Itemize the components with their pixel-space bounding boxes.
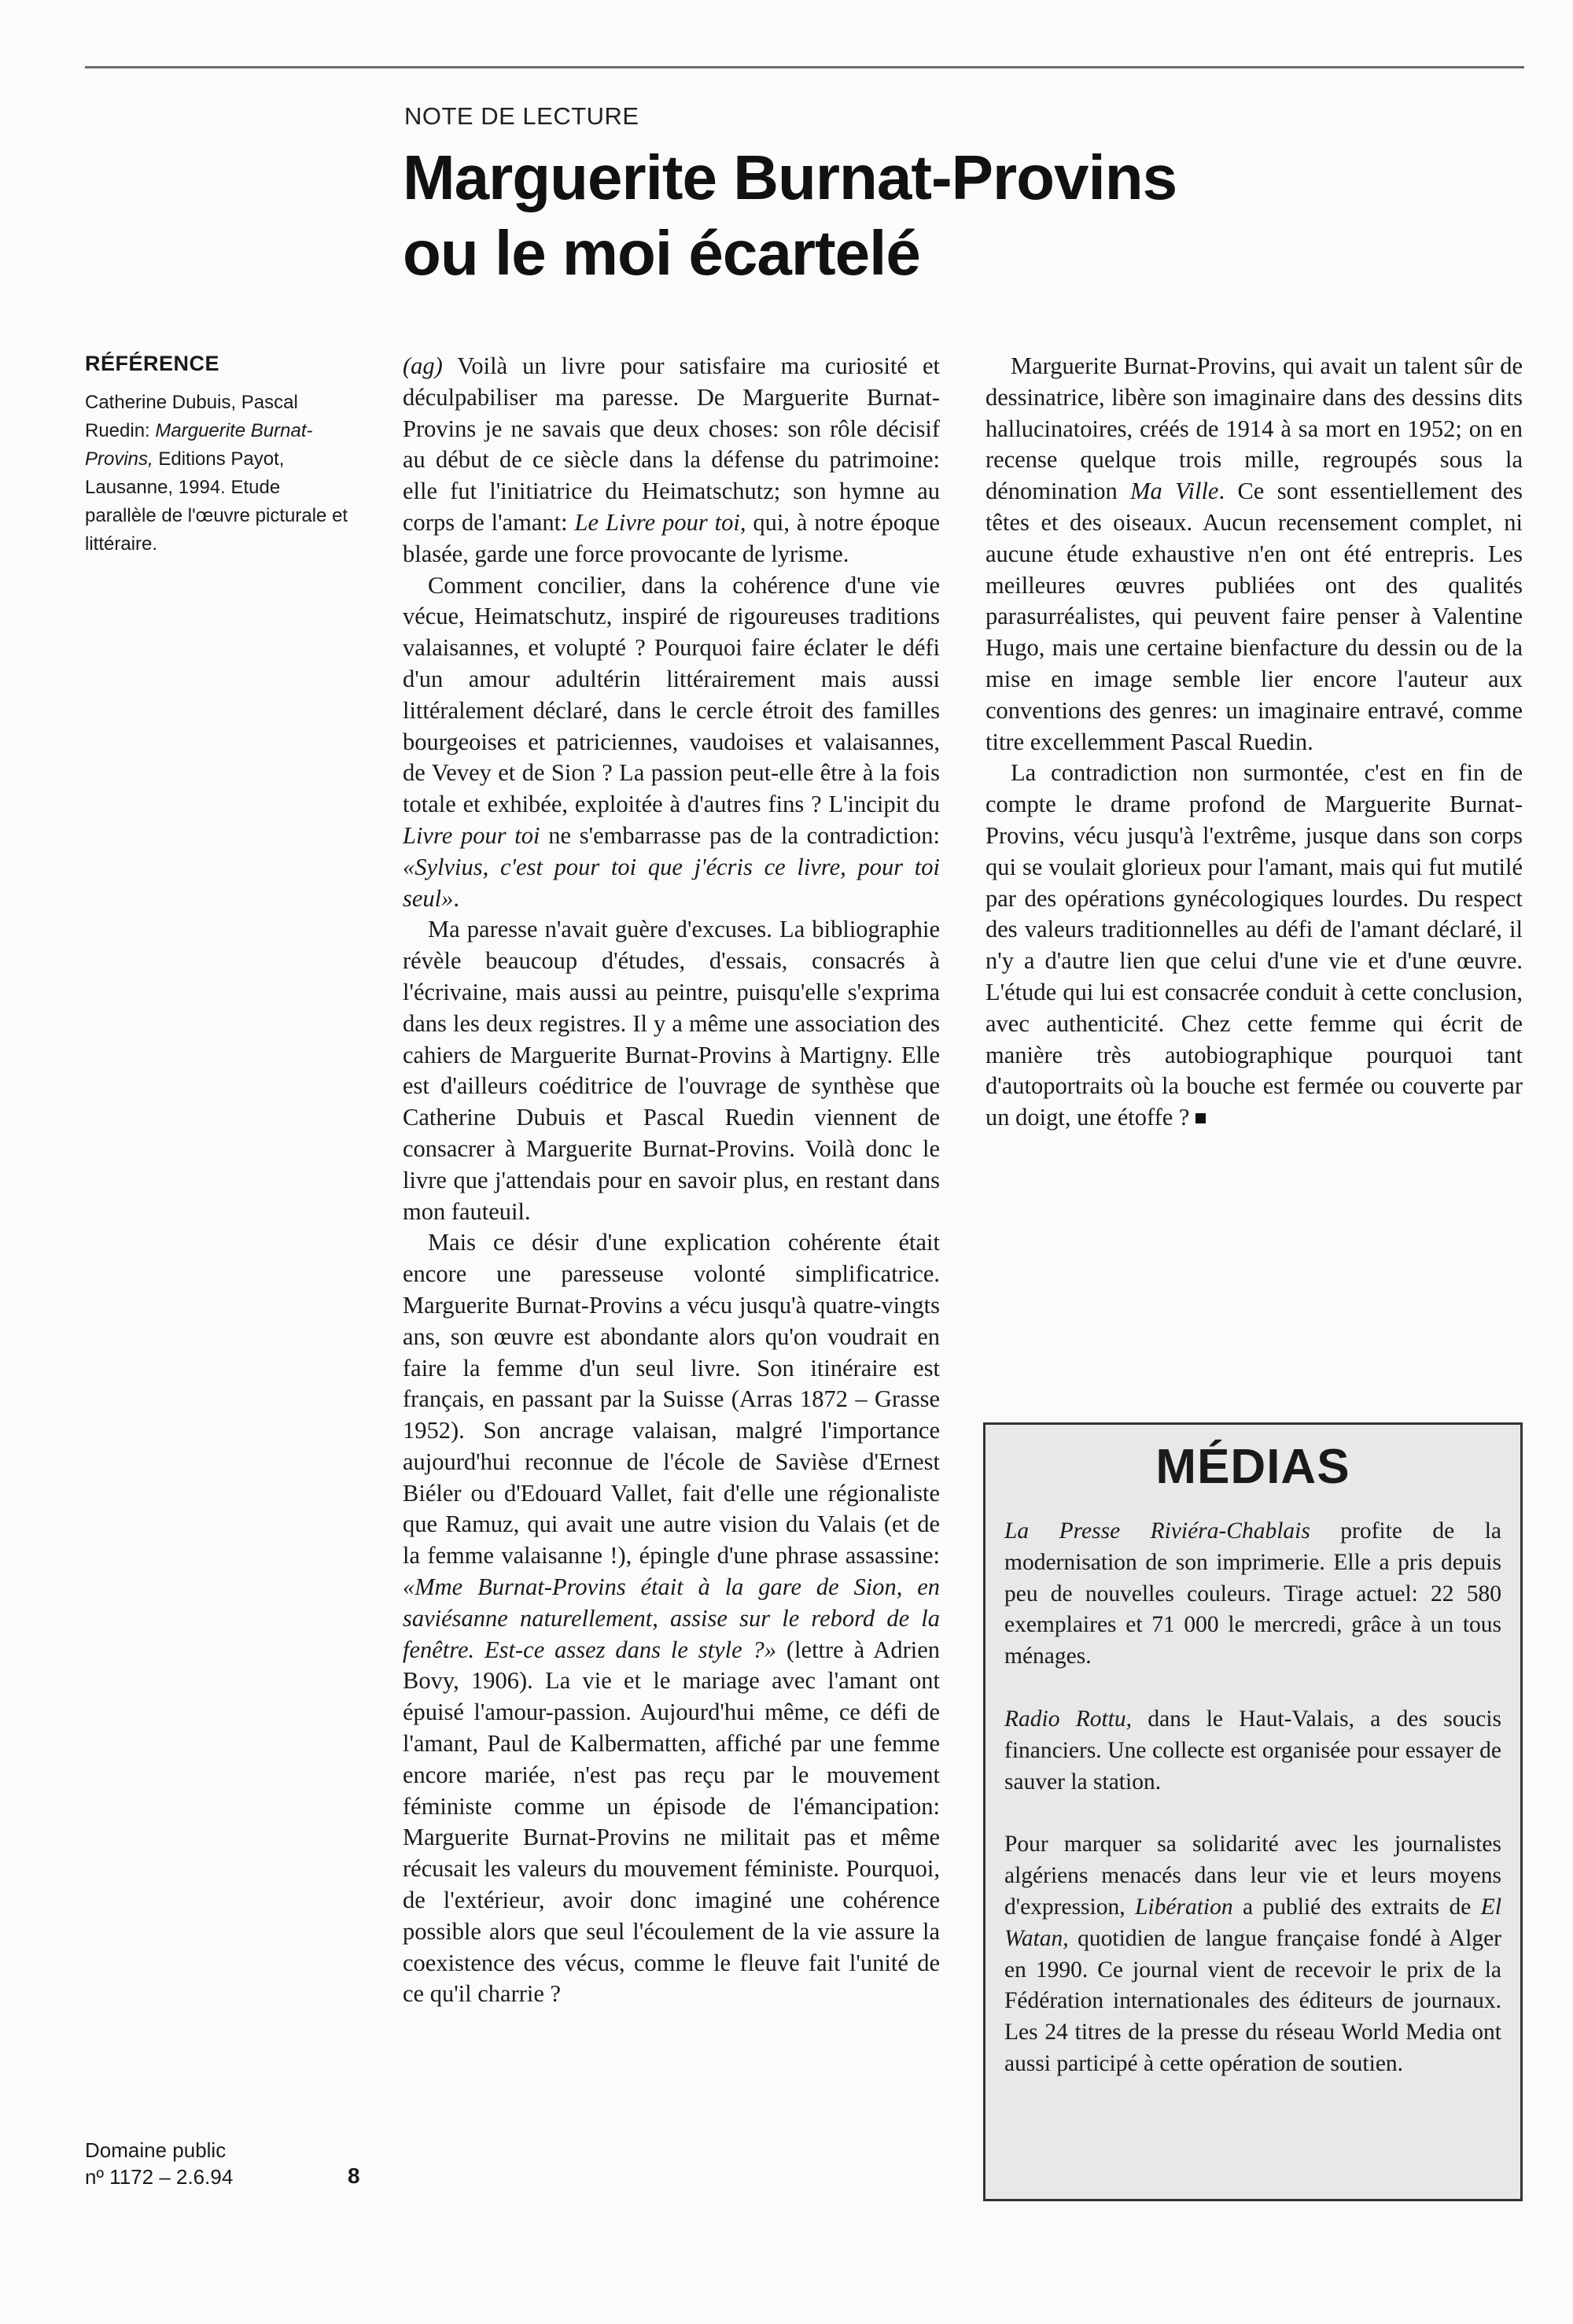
title-line-1: Marguerite Burnat-Provins xyxy=(403,142,1177,212)
quote: «Mme Burnat-Provins était à la gare de Sion, en saviésanne naturellement, assise sur le rebord de la fenêtre. Est-ce assez dans le style ?» xyxy=(403,1573,940,1663)
publication-name: Domaine public xyxy=(85,2138,227,2162)
media-name: Libération xyxy=(1135,1894,1233,1920)
paragraph-2-text-a: Comment concilier, dans la cohérence d'une vie vécue, Heimatschutz, inspiré de rigoureuses traditions valaisannes, et volupté ? Pourquoi faire éclater le défi d'un amour adultérin littérairement mais aussi littéralement déclaré, dans le cercle étroit des familles bourgeoises et patriciennes, vaudoises et valaisannes, de Vevey et de Sion ? La passion peut-elle être à la fois totale et exhibée, exploitée à d'autres fins ? L'incipit du xyxy=(403,571,940,818)
medias-box xyxy=(983,1422,1523,2201)
paragraph-5-text-a: Marguerite Burnat-Provins, qui avait un talent sûr de dessinatrice, libère son imaginaire dans des dessins dits hallucinatoires, créés de 1914 à sa mort en 1952; on en recense quelque trois mille, regroupés sous la dénomination xyxy=(985,352,1523,505)
paragraph-2-text-b: ne s'embarrasse pas de la contradiction: xyxy=(540,821,940,849)
article-column-1 xyxy=(403,351,940,2010)
title-line-2: ou le moi écartelé xyxy=(403,218,920,288)
paragraph-4 xyxy=(403,1227,940,2010)
medias-item xyxy=(1004,1704,1501,1798)
paragraph-4-text-a: Mais ce désir d'une explication cohérente était encore une paresseuse volonté simplificatrice. Marguerite Burnat-Provins a vécu jusqu'à quatre-vingts ans, son œuvre est abondante alors qu'on voudrait en faire la femme d'un seul livre. Son itinéraire est français, en passant par la Suisse (Arras 1872 – Grasse 1952). Son ancrage valaisan, malgré l'importance aujourd'hui reconnue de l'école de Savièse d'Ernest Biéler ou d'Edouard Vallet, fait d'elle une régionaliste que Ramuz, qui avait une autre vision du Valais (et de la femme valaisanne !), épingle d'une phrase assassine: xyxy=(403,1229,940,1570)
medias-item xyxy=(1004,1829,1501,2079)
quote: «Sylvius, c'est pour toi que j'écris ce livre, pour toi seul» xyxy=(403,853,940,912)
issue-number: nº 1172 – 2.6.94 xyxy=(85,2165,234,2189)
article-title xyxy=(403,140,1425,291)
reference-sidebar xyxy=(85,352,352,559)
reference-authors: Catherine Dubuis, Pascal Ruedin: xyxy=(85,392,298,441)
paragraph-1-text-b: qui, à notre époque blasée, garde une force provocante de lyrisme. xyxy=(403,508,940,567)
author-initials: (ag) xyxy=(403,352,443,379)
article-column-2 xyxy=(985,351,1523,1134)
medias-item-text: a publié des extraits de xyxy=(1232,1894,1481,1920)
paragraph-1 xyxy=(403,351,940,570)
medias-item-text: Pour marquer sa solidarité avec les journalistes algériens menacés dans leur vie et leurs moyens d'expression, xyxy=(1004,1832,1501,1920)
top-rule xyxy=(85,66,1524,68)
paragraph-5 xyxy=(985,351,1523,758)
reference-book-title: Marguerite Burnat-Provins, xyxy=(85,420,313,470)
paragraph-3: Ma paresse n'avait guère d'excuses. La bibliographie révèle beaucoup d'études, d'essais, consacrés à l'écrivaine, mais aussi au peintre, puisqu'elle s'exprima dans les deux registres. Il y a même une association des cahiers de Marguerite Burnat-Provins à Martigny. Elle est d'ailleurs coéditrice de l'ouvrage de synthèse que Catherine Dubuis et Pascal Ruedin viennent de consacrer à Marguerite Burnat-Provins. Voilà donc le livre que j'attendais pour en savoir plus, en restant dans mon fauteuil. xyxy=(403,916,940,1225)
book-title-ref: Le Livre pour toi, xyxy=(574,508,746,536)
series-title: Ma Ville xyxy=(1130,478,1219,505)
book-title-ref: Livre pour toi xyxy=(403,821,540,849)
reference-text xyxy=(85,389,352,559)
reference-details: Editions Payot, Lausanne, 1994. Etude parallèle de l'œuvre picturale et littéraire. xyxy=(85,448,348,555)
media-name: El Watan, xyxy=(1004,1894,1502,1951)
paragraph-5-text-b: . Ce sont essentiellement des têtes et des oiseaux. Aucun recensement complet, ni aucune étude exhaustive n'en ont été entrepris. Les meilleures œuvres publiées ont des qualités parasurréalistes, qui peuvent faire penser à Valentine Hugo, mais une certaine bienfacture du dessin ou de la mise en image semble lier encore l'auteur aux conventions des genres: un imaginaire entravé, comme titre excellemment Pascal Ruedin. xyxy=(985,478,1523,755)
publication-footer xyxy=(85,2137,233,2190)
paragraph-2 xyxy=(403,570,940,915)
medias-title: MÉDIAS xyxy=(1155,1440,1350,1494)
media-name: Radio Rottu, xyxy=(1004,1706,1133,1732)
page-number: 8 xyxy=(348,2164,360,2188)
medias-item xyxy=(1004,1516,1501,1673)
media-name: La Presse Riviéra-Chablais xyxy=(1004,1518,1310,1544)
reference-label: RÉFÉRENCE xyxy=(85,352,220,375)
medias-item-text: quotidien de langue française fondé à Alger en 1990. Ce journal vient de recevoir le prix de la Fédération internationales des éditeurs de journaux. Les 24 titres de la presse du réseau World Media ont aussi participé à cette opération de soutien. xyxy=(1004,1925,1501,2076)
end-of-article-mark xyxy=(1195,1113,1206,1123)
medias-item-text: dans le Haut-Valais, a des soucis financiers. Une collecte est organisée pour essayer de sauver la station. xyxy=(1004,1706,1501,1795)
paragraph-6 xyxy=(985,758,1523,1134)
paragraph-2-text-c: . xyxy=(453,884,460,912)
paragraph-1-text-a: Voilà un livre pour satisfaire ma curiosité et déculpabiliser ma paresse. De Marguerite Burnat-Provins je ne savais que deux choses: son rôle décisif au début de ce siècle dans la défense du patrimoine: elle fut l'initiatrice du Heimatschutz; son hymne au corps de l'amant: xyxy=(403,352,940,536)
section-kicker: NOTE DE LECTURE xyxy=(404,102,639,130)
medias-item-text: profite de la modernisation de son imprimerie. Elle a pris depuis peu de nouvelles couleurs. Tirage actuel: 22 580 exemplaires et 71 000 le mercredi, grâce à un tous ménages. xyxy=(1004,1518,1501,1669)
paragraph-6-text: La contradiction non surmontée, c'est en fin de compte le drame profond de Marguerite Burnat-Provins, vécu jusqu'à l'extrême, jusque dans son corps qui se voulait glorieux pour l'amant, mais qui fut mutilé par des opérations gynécologiques lourdes. Du respect des valeurs traditionnelles au défi de l'amant déclaré, il n'y a d'autre lien que celui d'une vie et d'une œuvre. L'étude qui lui est consacrée conduit à cette conclusion, avec authenticité. Chez cette femme qui écrit de manière très autobiographique pourquoi tant d'autoportraits où la bouche est fermée ou couverte par un doigt, une étoffe ? xyxy=(985,759,1523,1131)
paragraph-4-text-b: (lettre à Adrien Bovy, 1906). La vie et le mariage avec l'amant ont épuisé l'amour-passion. Aujourd'hui même, ce défi de l'amant, Paul de Kalbermatten, affiché par une femme encore mariée, n'est pas reçu par le mouvement féministe comme un épisode de l'émancipation: Marguerite Burnat-Provins ne militait pas et même récusait les valeurs du mouvement féministe. Pourquoi, de l'extérieur, avoir donc imaginé une cohérence possible alors que seul l'écoulement de la vie assure la coexistence des vécus, comme le fleuve fait l'unité de ce qu'il charrie ? xyxy=(403,1636,941,2008)
